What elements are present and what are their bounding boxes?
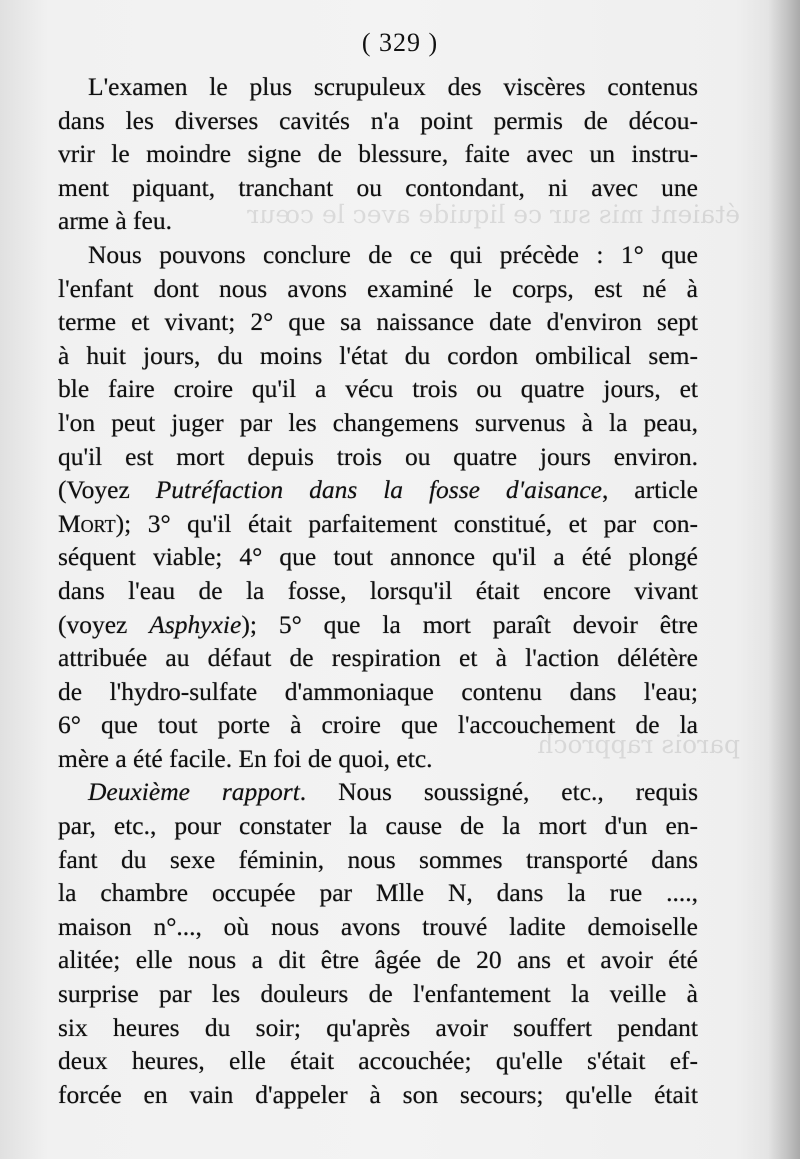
text-line: ment piquant, tranchant ou contondant, ni avec une bbox=[58, 172, 698, 202]
page-gutter-shadow bbox=[768, 0, 800, 1159]
text-line: L'examen le plus scrupuleux des viscères contenus bbox=[88, 72, 698, 101]
text-line: vrir le moindre signe de blessure, faite avec un instru- bbox=[58, 139, 698, 169]
text-line bbox=[58, 507, 698, 541]
text-line: deux heures, elle était accouchée; qu'elle s'était ef- bbox=[58, 1046, 698, 1076]
text-line: ble faire croire qu'il a vécu trois ou quatre jours, et bbox=[58, 374, 698, 404]
page-body-text bbox=[58, 70, 698, 1111]
text-line: six heures du soir; qu'après avoir souffert pendant bbox=[58, 1012, 698, 1042]
text-line: fant du sexe féminin, nous sommes transporté dans bbox=[58, 844, 698, 874]
text-span: . Nous soussigné, etc., requis bbox=[299, 777, 698, 807]
text-line: Nous pouvons conclure de ce qui précède : 1° que bbox=[88, 239, 698, 269]
page-number: ( 329 ) bbox=[361, 28, 439, 57]
text-line: par, etc., pour constater la cause de la mort d'un en- bbox=[58, 811, 698, 841]
text-span: (Voyez bbox=[58, 475, 156, 505]
text-span: ); 3° qu'il était parfaitement constitué, et par con- bbox=[115, 508, 698, 538]
text-line: la chambre occupée par Mlle N, dans la rue ...., bbox=[58, 878, 698, 908]
text-line bbox=[58, 608, 698, 642]
show-through-line-1: étaient mis sur ce liquide avec le cœur bbox=[247, 200, 740, 229]
text-line bbox=[58, 473, 698, 507]
italic-span: Putréfaction dans la fosse d'aisance bbox=[155, 475, 602, 505]
text-line: maison n°..., où nous avons trouvé ladite demoiselle bbox=[58, 911, 698, 941]
text-line: qu'il est mort depuis trois ou quatre jours environ. bbox=[58, 441, 698, 471]
italic-span: Asphyxie bbox=[149, 609, 242, 639]
text-line: 6° que tout porte à croire que l'accouchement de la bbox=[58, 710, 698, 740]
text-line: terme et vivant; 2° que sa naissance date d'environ sept bbox=[58, 307, 698, 337]
text-line: l'on peut juger par les changemens survenus à la peau, bbox=[58, 407, 698, 437]
text-line: mère a été facile. En foi de quoi, etc. bbox=[58, 743, 433, 773]
text-line: alitée; elle nous a dit être âgée de 20 ans et avoir été bbox=[58, 945, 698, 975]
show-through-line-2: parois rapproch bbox=[537, 730, 740, 759]
text-line: surprise par les douleurs de l'enfantement la veille à bbox=[58, 979, 698, 1009]
text-span: (voyez bbox=[58, 609, 150, 639]
text-line: l'enfant dont nous avons examiné le corps, est né à bbox=[58, 273, 698, 303]
text-line bbox=[58, 775, 698, 809]
text-line: arme à feu. bbox=[58, 206, 172, 236]
small-caps-span: Mort bbox=[58, 508, 116, 538]
text-line: à huit jours, du moins l'état du cordon ombilical sem- bbox=[58, 340, 698, 370]
text-line: séquent viable; 4° que tout annonce qu'il a été plongé bbox=[58, 542, 698, 572]
text-span: ); 5° que la mort paraît devoir être bbox=[241, 609, 698, 639]
text-line: dans les diverses cavités n'a point permis de décou- bbox=[58, 105, 698, 135]
text-line: de l'hydro-sulfate d'ammoniaque contenu dans l'eau; bbox=[58, 676, 698, 706]
italic-span: Deuxième rapport bbox=[88, 777, 300, 807]
text-line: attribuée au défaut de respiration et à l'action délétère bbox=[58, 643, 698, 673]
text-line: dans l'eau de la fosse, lorsqu'il était encore vivant bbox=[58, 575, 698, 605]
text-line: forcée en vain d'appeler à son secours; qu'elle était bbox=[58, 1079, 698, 1109]
text-span: , article bbox=[601, 475, 698, 505]
